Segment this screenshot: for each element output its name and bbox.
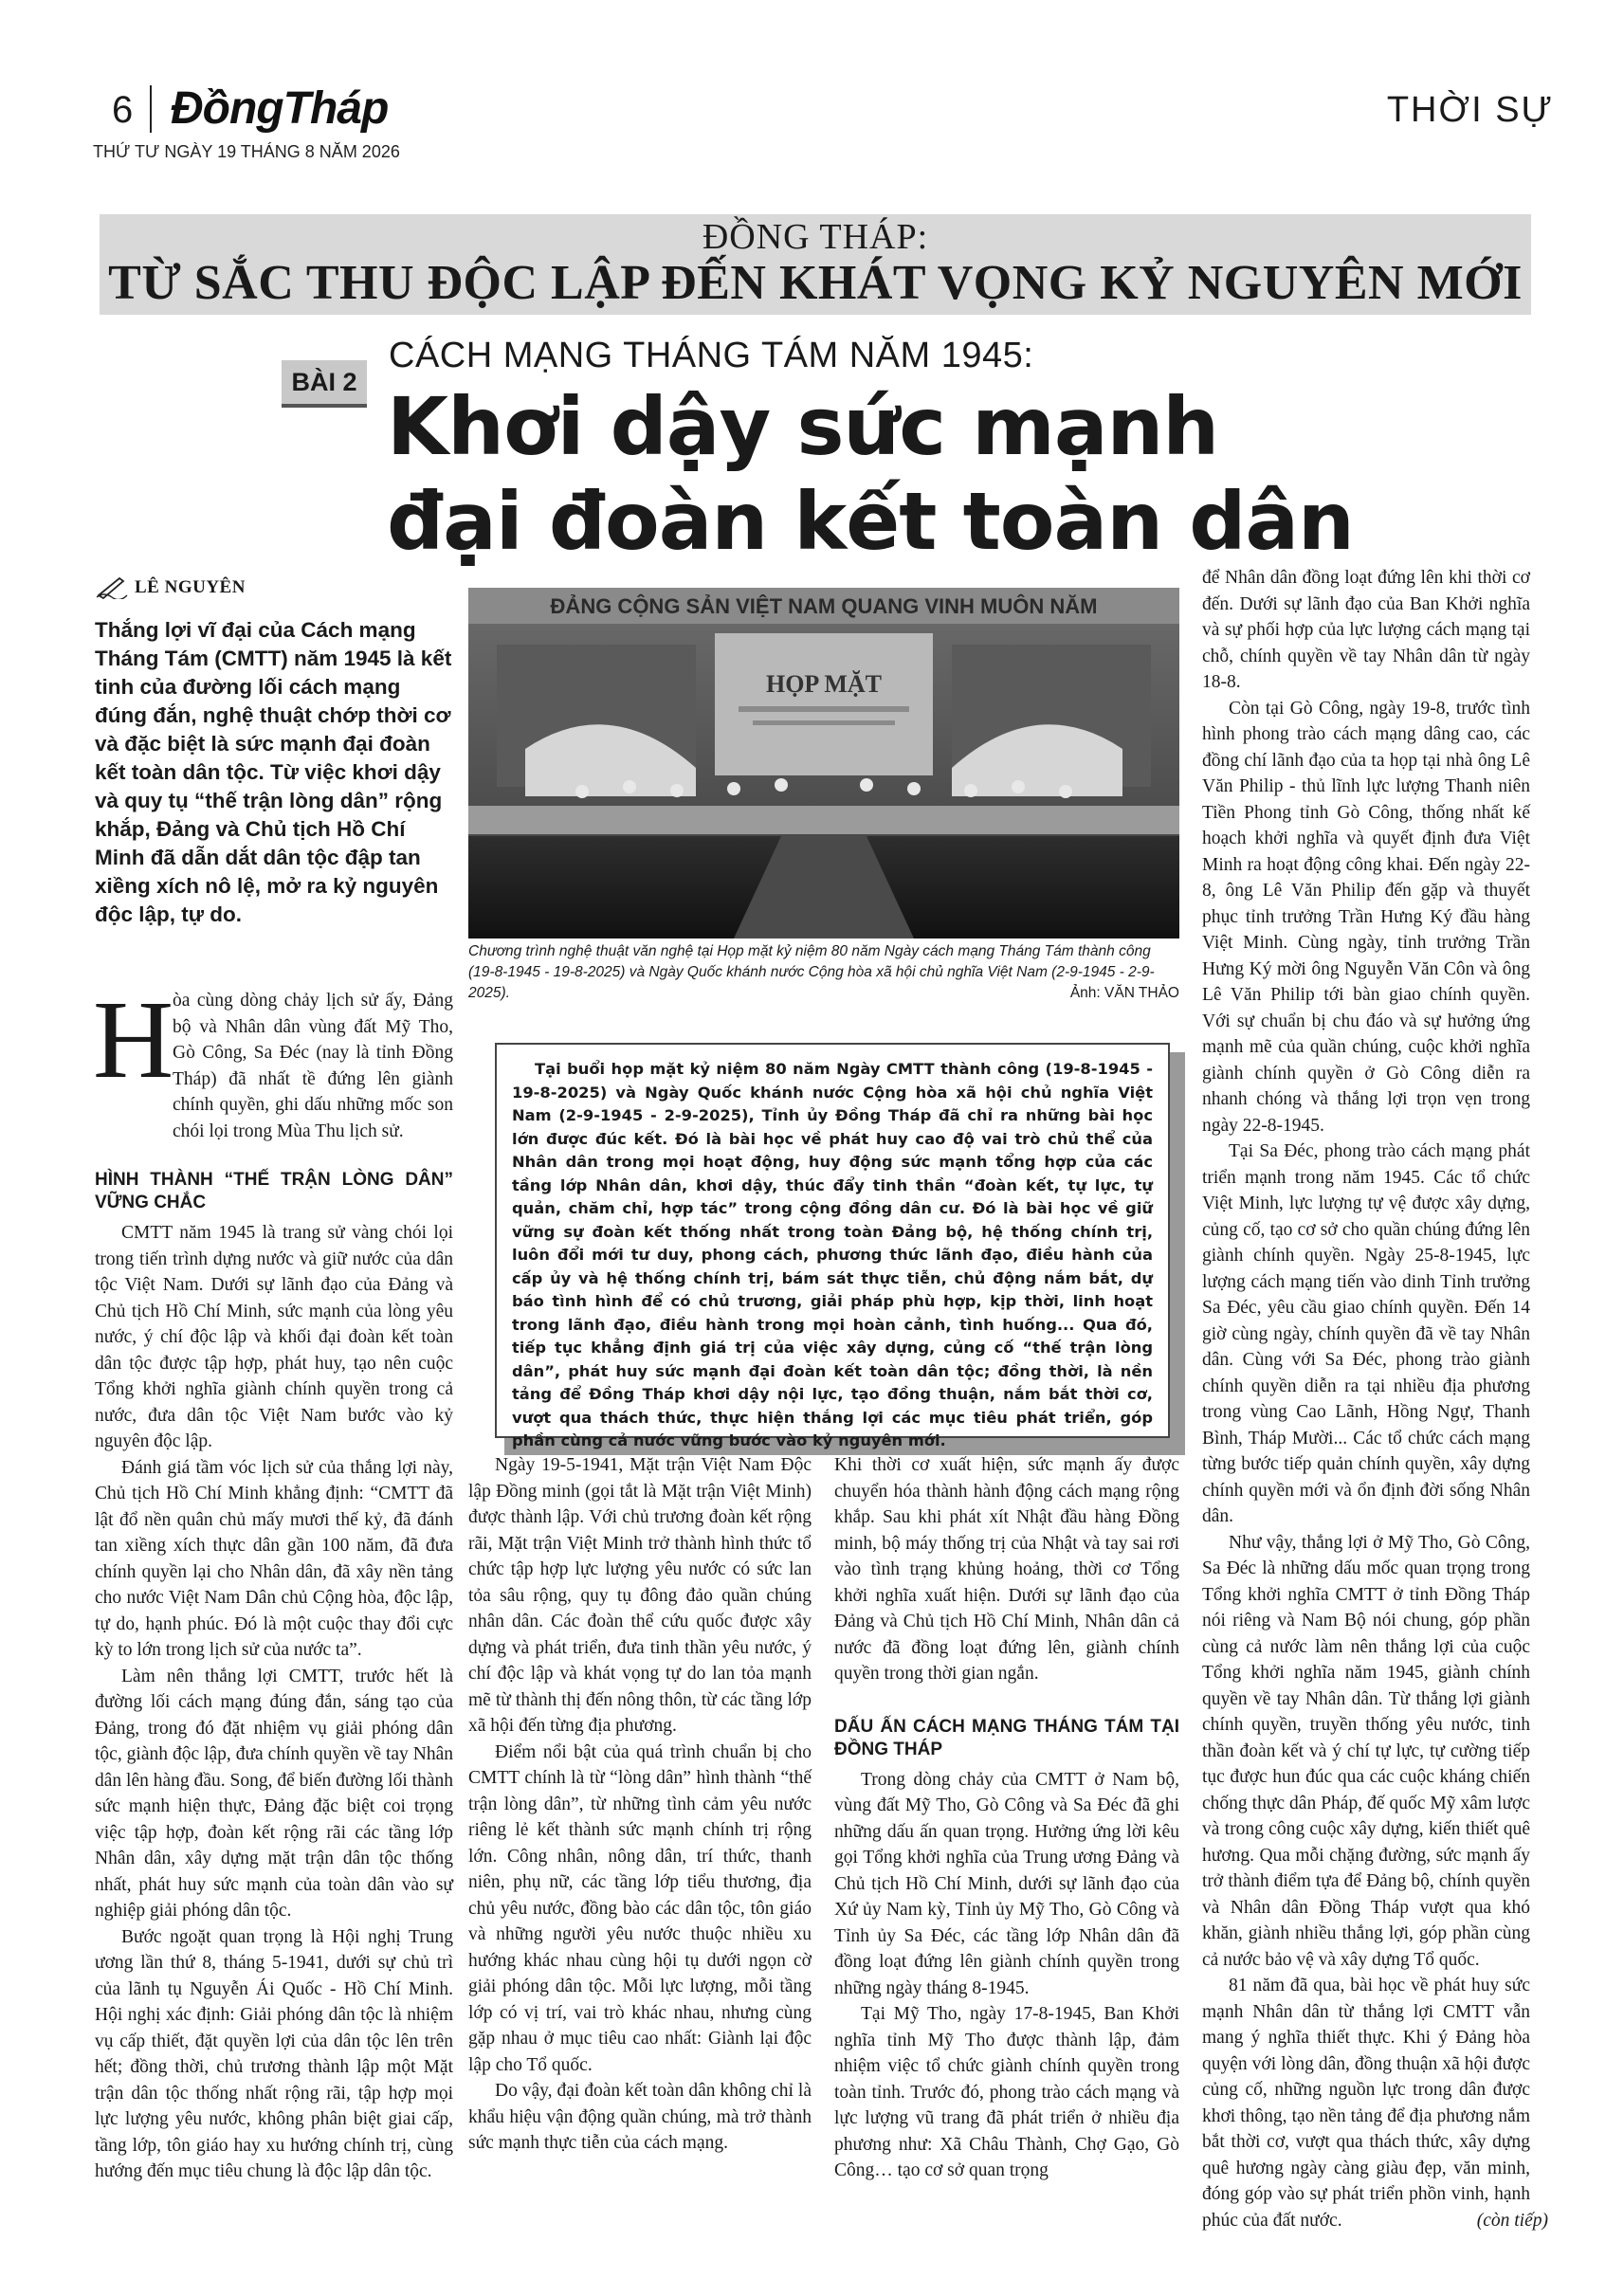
photo-banner-text: ĐẢNG CỘNG SẢN VIỆT NAM QUANG VINH MUÔN NĂM bbox=[550, 594, 1098, 618]
photo-stage-text: HỌP MẶT bbox=[765, 670, 883, 698]
col2-paragraph-2: Điểm nổi bật của quá trình chuẩn bị cho CMTT chính là từ “lòng dân” hình thành “thế trận lòng dân”, từ những tình cảm yêu nước riêng lẻ kết thành sức mạnh chính trị rộng lớn. Công nhân, nông dân, trí thức, thanh niên, phụ nữ, các tầng lớp tiểu thương, địa chủ yêu nước, đồng bào các dân tộc, tôn giáo và những người yêu nước thuộc nhiều xu hướng khác nhau cùng hội tụ dưới ngọn cờ giải phóng dân tộc. Mỗi lực lượng, mỗi tầng lớp có vị trí, vai trò khác nhau, nhưng cùng gặp nhau ở mục tiêu cao nhất: Giành lại độc lập cho Tổ quốc. bbox=[468, 1741, 812, 2075]
series-banner-subtitle: TỪ SẮC THU ĐỘC LẬP ĐẾN KHÁT VỌNG KỶ NGUYÊN MỚI bbox=[108, 256, 1523, 310]
section-heading-2: DẤU ẤN CÁCH MẠNG THÁNG TÁM TẠI ĐỒNG THÁP bbox=[834, 1716, 1179, 1759]
col1-paragraph-4: Bước ngoặt quan trọng là Hội nghị Trung ương lần thứ 8, tháng 5-1941, dưới sự chủ trì của lãnh tụ Nguyễn Ái Quốc - Hồ Chí Minh. Hội nghị xác định: Giải phóng dân tộc là nhiệm vụ cấp thiết, đặt quyền lợi của dân tộc lên trên hết; đồng thời, chủ trương thành lập một Mặt trận dân tộc thống nhất rộng rãi, tập hợp mọi lực lượng yêu nước, không phân biệt giai cấp, tầng lớp, tôn giáo hay xu hướng chính trị, cùng hướng đến mục tiêu chung là độc lập dân tộc. bbox=[95, 1926, 453, 2181]
col4-paragraph-4: Như vậy, thắng lợi ở Mỹ Tho, Gò Công, Sa Đéc là những dấu mốc quan trọng trong Tổng khởi nghĩa CMTT ở tỉnh Đồng Tháp nói riêng và Nam Bộ nói chung, góp phần cùng cả nước làm nên thắng lợi của cuộc Tổng khởi nghĩa năm 1945, giành chính quyền về tay Nhân dân. Từ thắng lợi giành chính quyền, truyền thống yêu nước, tinh thần đoàn kết và ý chí tự lực, tự cường tiếp tục được hun đúc qua các cuộc kháng chiến chống thực dân Pháp, đế quốc Mỹ xâm lược và trong công cuộc xây dựng, kiến thiết quê hương. Qua mỗi chặng đường, sức mạnh ấy trở thành điểm tựa để Đảng bộ, chính quyền và Nhân dân Đồng Tháp vượt qua khó khăn, giành nhiều thắng lợi, góp phần cùng cả nước bảo vệ và xây dựng Tổ quốc. bbox=[1202, 1532, 1530, 1970]
col4-paragraph-5: 81 năm đã qua, bài học về phát huy sức mạnh Nhân dân từ thắng lợi CMTT vẫn mang ý nghĩa thiết thực. Khi ý Đảng hòa quyện với lòng dân, đồng thuận xã hội được củng cố, những nguồn lực trong dân được khơi thông, tạo nền tảng để địa phương nắm bắt thời cơ, vượt qua thách thức, xây dựng quê hương ngày càng giàu đẹp, văn minh, đóng góp vào sự phát triển phồn vinh, hạnh phúc của đất nước. bbox=[1202, 1976, 1530, 2231]
col1-paragraph-3: Làm nên thắng lợi CMTT, trước hết là đường lối cách mạng đúng đắn, sáng tạo của Đảng, trong đó đặt nhiệm vụ giải phóng dân tộc, giành độc lập, đưa chính quyền về tay Nhân dân lên hàng đầu. Song, để biến đường lối thành sức mạnh hiện thực, Đảng đặc biệt coi trọng việc tập hợp, đoàn kết rộng rãi các tầng lớp Nhân dân, xây dựng mặt trận dân tộc thống nhất, phát huy sức mạnh của toàn dân vào sự nghiệp giải phóng dân tộc. bbox=[95, 1666, 453, 1921]
col3-paragraph-1: Khi thời cơ xuất hiện, sức mạnh ấy được chuyển hóa thành hành động cách mạng rộng khắp. Sau khi phát xít Nhật đầu hàng Đồng minh, bộ máy thống trị của Nhật và tay sai rơi vào tình trạng khủng hoảng, thời cơ Tổng khởi nghĩa xuất hiện. Dưới sự lãnh đạo của Đảng và Chủ tịch Hồ Chí Minh, Nhân dân cả nước đã đồng loạt đứng lên, giành chính quyền trong thời gian ngắn. bbox=[834, 1455, 1179, 1684]
article-photo bbox=[468, 588, 1179, 938]
col4-paragraph-2: Còn tại Gò Công, ngày 19-8, trước tình hình phong trào cách mạng dâng cao, các đồng chí lãnh đạo của ta họp tại nhà ông Lê Văn Philip - thủ lĩnh lực lượng Thanh niên Tiền Phong tỉnh Gò Công, thống nhất kế hoạch khởi nghĩa và quyết định đưa Việt Minh ra hoạt động công khai. Đến ngày 22-8, ông Lê Văn Philip đến gặp và thuyết phục tỉnh trưởng Trần Hưng Ký đầu hàng Việt Minh. Cùng ngày, tỉnh trưởng Trần Hưng Ký mời ông Nguyễn Văn Côn và ông Lê Văn Philip tới bàn giao chính quyền. Với sự chuẩn bị chu đáo và sự hưởng ứng mạnh mẽ của quần chúng, cuộc khởi nghĩa giành chính quyền ở Gò Công diễn ra nhanh chóng và thắng lợi trọn vẹn trong ngày 22-8-1945. bbox=[1202, 698, 1530, 1136]
col2-paragraph-1: Ngày 19-5-1941, Mặt trận Việt Nam Độc lập Đồng minh (gọi tắt là Mặt trận Việt Minh) được thành lập. Với chủ trương đoàn kết rộng rãi, Mặt trận Việt Minh trở thành hình thức tổ chức tập hợp lực lượng yêu nước có sức lan tỏa sâu rộng, quy tụ đông đảo quần chúng nhân dân. Các đoàn thể cứu quốc được xây dựng và phát triển, đưa tinh thần yêu nước, ý chí độc lập và khát vọng tự do lan tỏa mạnh mẽ từ thành thị đến nông thôn, từ các tầng lớp xã hội đến từng địa phương. bbox=[468, 1455, 812, 1736]
col4-paragraph-1: để Nhân dân đồng loạt đứng lên khi thời cơ đến. Dưới sự lãnh đạo của Ban Khởi nghĩa và sự phối hợp của lực lượng cách mạng tại chỗ, chính quyền về tay Nhân dân từ ngày 18-8. bbox=[1202, 568, 1530, 692]
caption-text: Chương trình nghệ thuật văn nghệ tại Họp mặt kỷ niệm 80 năm Ngày cách mạng Tháng Tám thành công (19-8-1945 - 19-8-2025) và Ngày Quốc khánh nước Cộng hòa xã hội chủ nghĩa Việt Nam (2-9-1945 - 2-9-2025). bbox=[468, 943, 1155, 1001]
col3-paragraph-3: Tại Mỹ Tho, ngày 17-8-1945, Ban Khởi nghĩa tỉnh Mỹ Tho được thành lập, đảm nhiệm việc tổ chức giành chính quyền trong toàn tỉnh. Trước đó, phong trào cách mạng và lực lượng vũ trang đã phát triển ở nhiều địa phương như: Xã Châu Thành, Chợ Gạo, Gò Công… tạo cơ sở quan trọng bbox=[834, 2004, 1179, 2180]
header-divider bbox=[150, 85, 152, 133]
photo-caption bbox=[468, 941, 1179, 1004]
page-number: 6 bbox=[112, 89, 134, 131]
col3-paragraph-2: Trong dòng chảy của CMTT ở Nam bộ, vùng đất Mỹ Tho, Gò Công và Sa Đéc đã ghi những dấu ấn quan trọng. Hưởng ứng lời kêu gọi Tổng khởi nghĩa của Trung ương Đảng và Chủ tịch Hồ Chí Minh, dưới sự lãnh đạo của Xứ ủy Nam kỳ, Tỉnh ủy Mỹ Tho, Gò Công và Tỉnh ủy Sa Đéc, các tầng lớp Nhân dân đã đồng loạt đứng lên giành chính quyền trong những ngày tháng 8-1945. bbox=[834, 1769, 1179, 1998]
column-4 bbox=[1202, 565, 1530, 2233]
col2-paragraph-3: Do vậy, đại đoàn kết toàn dân không chỉ là khẩu hiệu vận động quần chúng, mà trở thành sức mạnh thực tiễn của cách mạng. bbox=[468, 2081, 812, 2153]
section-heading-1: HÌNH THÀNH “THẾ TRẬN LÒNG DÂN” VỮNG CHẮC bbox=[95, 1170, 453, 1212]
headline-line-2: đại đoàn kết toàn dân bbox=[387, 475, 1354, 568]
concert-photo-illustration bbox=[468, 588, 1179, 938]
section-label: THỜI SỰ bbox=[1386, 90, 1554, 130]
byline: LÊ NGUYÊN bbox=[135, 577, 246, 597]
column-1 bbox=[93, 977, 453, 2185]
highlight-text: Tại buổi họp mặt kỷ niệm 80 năm Ngày CMTT thành công (19-8-1945 - 19-8-2025) và Ngày Quốc khánh nước Cộng hòa xã hội chủ nghĩa Việt Nam (2-9-1945 - 2-9-2025), Tỉnh ủy Đồng Tháp đã chỉ ra những bài học lớn được đúc kết. Đó là bài học về phát huy cao độ vai trò chủ thể của Nhân dân trong mọi hoạt động, huy động sức mạnh tổng hợp của các tầng lớp Nhân dân, khơi dậy, thúc đẩy tinh thần “đoàn kết, tự lực, tự quản, chăm chỉ, hợp tác” trong cộng đồng dân cư. Đó là bài học về giữ vững sự đoàn kết thống nhất trong toàn Đảng bộ, hệ thống chính trị, luôn đổi mới tư duy, phong cách, phương thức lãnh đạo, điều hành của cấp ủy và hệ thống chính trị, bám sát thực tiễn, chủ động nắm bắt, dự báo tình hình để có chủ trương, giải pháp phù hợp, kịp thời, linh hoạt trong lãnh đạo, điều hành trong mọi hoàn cảnh, tình huống... Qua đó, tiếp tục khẳng định giá trị của việc xây dựng, củng cố “thế trận lòng dân”, phát huy sức mạnh đại đoàn kết toàn dân tộc; đồng thời, là nền tảng để Đồng Tháp khơi dậy nội lực, tạo đồng thuận, nắm bắt thời cơ, vượt qua thách thức, thực hiện thắng lợi các mục tiêu phát triển, góp phần cùng cả nước vững bước vào kỷ nguyên mới. bbox=[512, 1060, 1153, 1449]
pen-icon bbox=[95, 574, 129, 599]
highlight-box bbox=[495, 1043, 1170, 1449]
drop-cap: H bbox=[93, 977, 174, 1102]
column-3 bbox=[834, 1452, 1179, 2184]
col1-paragraph-1: CMTT năm 1945 là trang sử vàng chói lọi trong tiến trình dựng nước và giữ nước của dân tộc Việt Nam. Dưới sự lãnh đạo của Đảng và Chủ tịch Hồ Chí Minh, sức mạnh của lòng yêu nước, ý chí độc lập và khối đại đoàn kết toàn dân tộc được tập hợp, phát huy, tạo nên cuộc Tổng khởi nghĩa giành chính quyền trong cả nước, đưa dân tộc Việt Nam bước vào kỷ nguyên độc lập. bbox=[95, 1223, 453, 1451]
headline bbox=[387, 379, 1524, 569]
series-banner-title: ĐỒNG THÁP: bbox=[702, 217, 929, 257]
newspaper-logo: ĐồngTháp bbox=[171, 83, 389, 134]
column-2 bbox=[468, 1452, 812, 2157]
col4-paragraph-3: Tại Sa Đéc, phong trào cách mạng phát triển mạnh trong năm 1945. Các tổ chức Việt Minh, lực lượng tự vệ được xây dựng, củng cố, tạo cơ sở cho quần chúng đứng lên giành chính quyền. Ngày 25-8-1945, lực lượng cách mạng tiến vào dinh Tỉnh trưởng Sa Đéc, yêu cầu giao chính quyền. Đến 14 giờ cùng ngày, chính quyền đã về tay Nhân dân. Cùng với Sa Đéc, phong trào giành chính quyền diễn ra tại nhiều địa phương trong vùng Cao Lãnh, Hồng Ngự, Thanh Bình, Tháp Mười... Các tổ chức cách mạng từng bước tiếp quản chính quyền, xây dựng chính quyền mới và ổn định đời sống Nhân dân. bbox=[1202, 1141, 1530, 1526]
issue-date: THỨ TƯ NGÀY 19 THÁNG 8 NĂM 2026 bbox=[93, 142, 400, 161]
lead-paragraph: Thắng lợi vĩ đại của Cách mạng Tháng Tám (CMTT) năm 1945 là kết tinh của đường lối cách mạng đúng đắn, nghệ thuật chớp thời cơ và đặc biệt là sức mạnh đại đoàn kết toàn dân tộc. Từ việc khơi dậy và quy tụ “thế trận lòng dân” rộng khắp, Đảng và Chủ tịch Hồ Chí Minh đã dẫn dắt dân tộc đập tan xiềng xích nô lệ, mở ra kỷ nguyên độc lập, tự do. bbox=[95, 618, 452, 926]
col1-paragraph-2: Đánh giá tầm vóc lịch sử của thắng lợi này, Chủ tịch Hồ Chí Minh khẳng định: “CMTT đã lật đổ nền quân chủ mấy mươi thế kỷ, đã đánh tan xiềng xích thực dân gần 100 năm, đã đưa chính quyền lại cho Nhân dân, đã xây nền tảng cho nước Việt Nam Dân chủ Cộng hòa, độc lập, tự do, hạnh phúc. Đó là một cuộc thay đổi cực kỳ to lớn trong lịch sử của nước ta”. bbox=[95, 1457, 453, 1660]
intro-paragraph: òa cùng dòng chảy lịch sử ấy, Đảng bộ và Nhân dân vùng đất Mỹ Tho, Gò Công, Sa Đéc (nay là tỉnh Đồng Tháp) đã nhất tề đứng lên giành chính quyền, ghi dấu những mốc son chói lọi trong Mùa Thu lịch sử. bbox=[173, 991, 453, 1141]
to-be-continued-note: (còn tiếp) bbox=[1476, 2211, 1548, 2231]
headline-kicker: CÁCH MẠNG THÁNG TÁM NĂM 1945: bbox=[389, 336, 1034, 375]
part-badge: BÀI 2 bbox=[282, 360, 367, 408]
photo-credit: Ảnh: VĂN THẢO bbox=[1069, 985, 1179, 1001]
headline-line-1: Khơi dậy sức mạnh bbox=[387, 380, 1219, 473]
